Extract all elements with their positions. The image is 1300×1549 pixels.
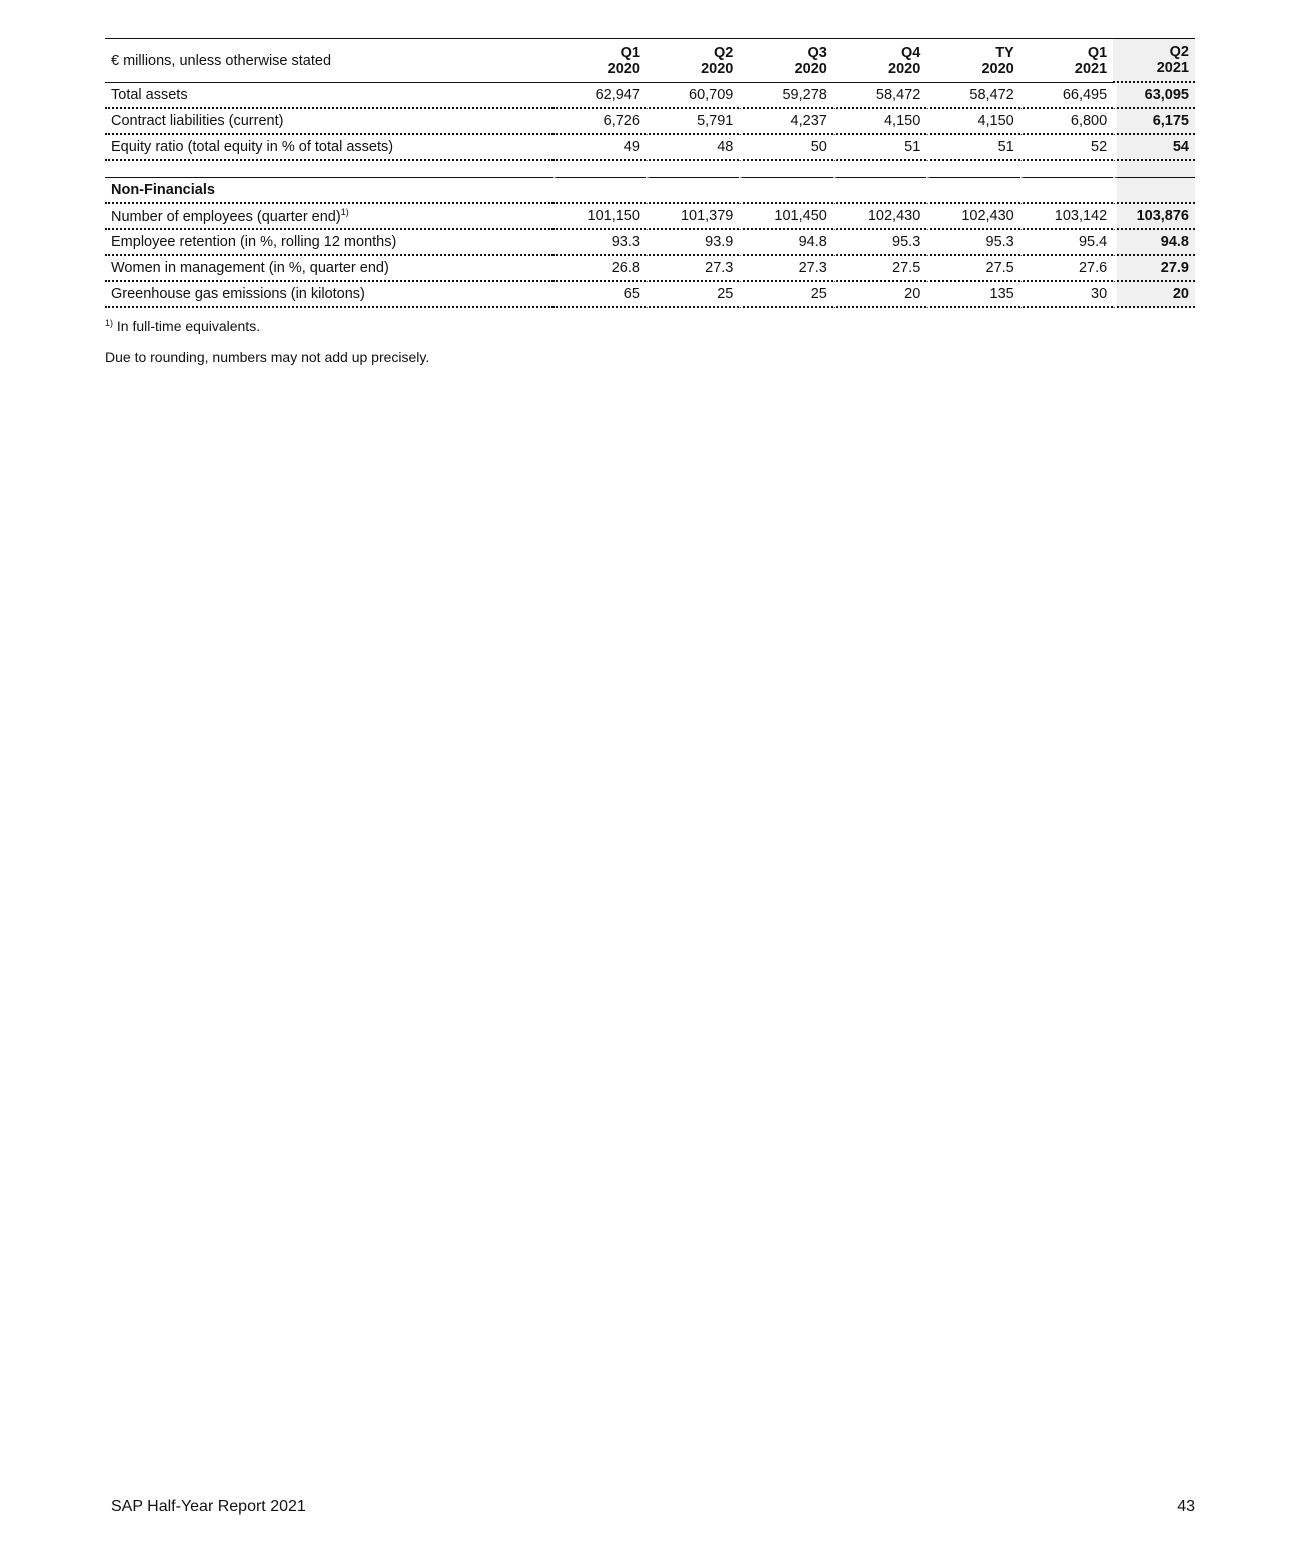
table-row [105, 230, 1195, 256]
table-cell-current: 103,876 [1113, 204, 1195, 230]
table-cell: 49 [553, 135, 646, 161]
column-header: Q2 2020 [646, 38, 739, 83]
table-cell: 103,142 [1020, 204, 1113, 230]
table-cell: 95.4 [1020, 230, 1113, 256]
table-cell: 25 [646, 282, 739, 308]
table-cell: 27.3 [646, 256, 739, 282]
table-row [105, 83, 1195, 109]
table-cell: 6,726 [553, 109, 646, 135]
table-row [105, 204, 1195, 230]
footnote-ref: 1) [340, 207, 349, 217]
section-spacer [105, 161, 1195, 178]
unit-label: € millions, unless otherwise stated [105, 38, 553, 83]
table-cell: 101,150 [553, 204, 646, 230]
column-header: Q1 2020 [553, 38, 646, 83]
section-title: Non-Financials [105, 178, 553, 204]
table-cell-current: 27.9 [1113, 256, 1195, 282]
table-row [105, 282, 1195, 308]
table-cell: 27.6 [1020, 256, 1113, 282]
row-label: Number of employees (quarter end)$^{1)}$ [105, 204, 553, 230]
page-number: 43 [1177, 1498, 1195, 1515]
kpi-table [105, 38, 1195, 308]
footnote-marker: 1) [105, 318, 114, 328]
table-cell-current: 54 [1113, 135, 1195, 161]
row-label: Equity ratio (total equity in % of total assets) [105, 135, 553, 161]
table-cell: 51 [833, 135, 926, 161]
table-cell: 102,430 [833, 204, 926, 230]
table-cell: 101,450 [739, 204, 832, 230]
table-cell: 30 [1020, 282, 1113, 308]
table-cell: 6,800 [1020, 109, 1113, 135]
row-label: Total assets [105, 83, 553, 109]
table-cell: 4,237 [739, 109, 832, 135]
row-label: Greenhouse gas emissions (in kilotons) [105, 282, 553, 308]
section-heading-row [105, 178, 1195, 204]
table-cell: 27.5 [833, 256, 926, 282]
table-cell: 65 [553, 282, 646, 308]
table-cell: 95.3 [926, 230, 1019, 256]
table-header-row [105, 38, 1195, 83]
table-cell: 58,472 [926, 83, 1019, 109]
footnote [105, 318, 260, 334]
row-label: Contract liabilities (current) [105, 109, 553, 135]
table-cell-current: 94.8 [1113, 230, 1195, 256]
table-cell: 25 [739, 282, 832, 308]
table-cell: 93.3 [553, 230, 646, 256]
column-header: Q4 2020 [833, 38, 926, 83]
table-cell-current: 6,175 [1113, 109, 1195, 135]
table-cell: 52 [1020, 135, 1113, 161]
table-row [105, 135, 1195, 161]
footnote-text: In full-time equivalents. [116, 318, 261, 334]
column-header: TY 2020 [926, 38, 1019, 83]
table-cell: 59,278 [739, 83, 832, 109]
table-cell: 50 [739, 135, 832, 161]
table-cell-current: 20 [1113, 282, 1195, 308]
report-title: SAP Half-Year Report 2021 [111, 1498, 306, 1515]
table-cell: 62,947 [553, 83, 646, 109]
table-cell: 51 [926, 135, 1019, 161]
rounding-note: Due to rounding, numbers may not add up precisely. [105, 349, 430, 365]
table-cell: 66,495 [1020, 83, 1113, 109]
table-cell: 4,150 [833, 109, 926, 135]
column-header: Q3 2020 [739, 38, 832, 83]
table-row [105, 109, 1195, 135]
column-header-current: Q2 2021 [1113, 38, 1195, 83]
table-cell: 60,709 [646, 83, 739, 109]
table-cell: 135 [926, 282, 1019, 308]
table-cell: 95.3 [833, 230, 926, 256]
table-cell: 101,379 [646, 204, 739, 230]
table-cell: 20 [833, 282, 926, 308]
table-cell: 48 [646, 135, 739, 161]
table-cell: 93.9 [646, 230, 739, 256]
row-label: Women in management (in %, quarter end) [105, 256, 553, 282]
table-cell: 27.3 [739, 256, 832, 282]
table-cell: 26.8 [553, 256, 646, 282]
table-cell: 58,472 [833, 83, 926, 109]
table-cell: 27.5 [926, 256, 1019, 282]
table-cell: 4,150 [926, 109, 1019, 135]
table-row [105, 256, 1195, 282]
table-cell: 5,791 [646, 109, 739, 135]
table-cell-current: 63,095 [1113, 83, 1195, 109]
table-cell: 94.8 [739, 230, 832, 256]
row-label: Employee retention (in %, rolling 12 months) [105, 230, 553, 256]
column-header: Q1 2021 [1020, 38, 1113, 83]
table-cell: 102,430 [926, 204, 1019, 230]
